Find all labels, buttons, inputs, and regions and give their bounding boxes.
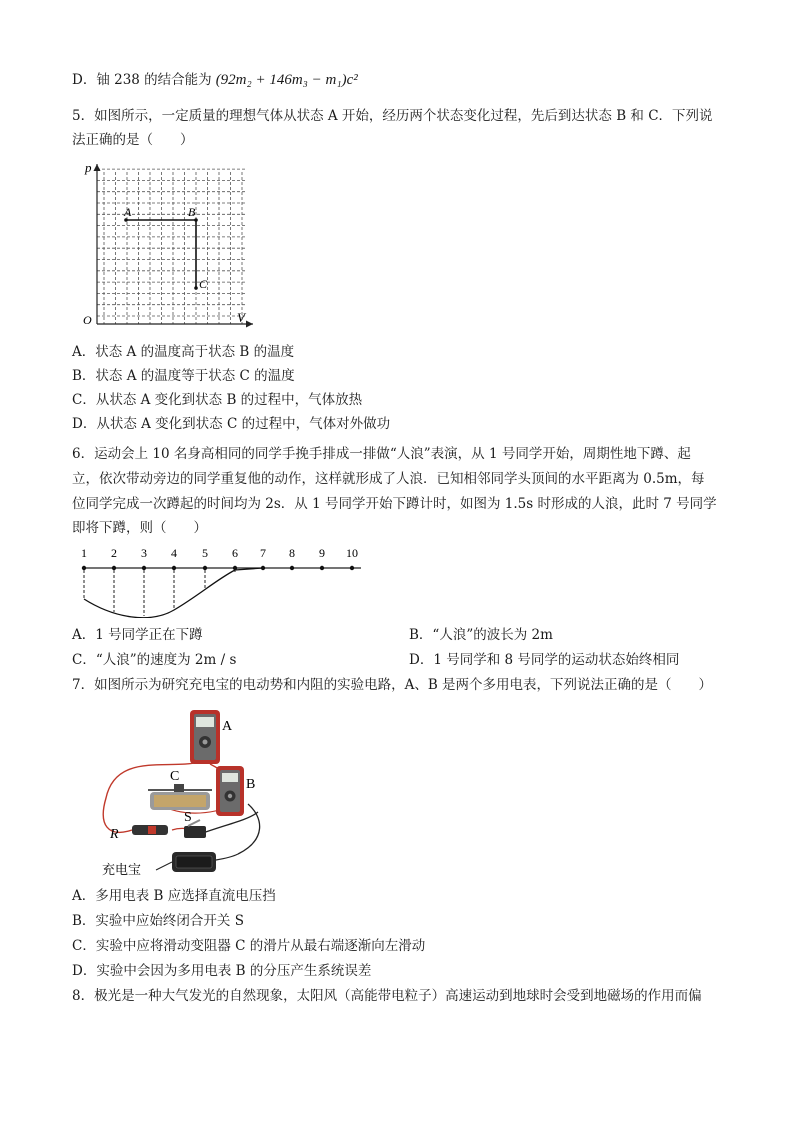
q7-label-s: S	[184, 810, 192, 825]
q6-student-label-3: 3	[141, 546, 147, 560]
q7-powerbank	[156, 852, 238, 872]
q6-student-label-6: 6	[232, 546, 238, 560]
q7-label-c: C	[170, 769, 180, 784]
q7-stem: 7．如图所示为研究充电宝的电动势和内阻的实验电路，A、B 是两个多用电表，下列说法正确的是（ ）	[72, 677, 713, 693]
q6-student-head-6	[233, 566, 237, 570]
q5-stem-line2: 法正确的是（ ）	[72, 132, 194, 148]
q5-option-d: D．从状态 A 变化到状态 C 的过程中，气体对外做功	[72, 416, 391, 432]
q6-student-label-4: 4	[171, 546, 177, 560]
q6-people	[81, 546, 358, 616]
q5-pv-diagram	[75, 158, 265, 330]
q5-option-c: C．从状态 A 变化到状态 B 的过程中，气体放热	[72, 392, 363, 408]
q6-student-head-3	[142, 566, 146, 570]
q6-student-head-5	[203, 566, 207, 570]
q6-student-label-10: 10	[346, 546, 358, 560]
q6-student-head-7	[261, 566, 265, 570]
q6-student-label-2: 2	[111, 546, 117, 560]
q7-label-r: R	[110, 827, 119, 842]
q5-label-c: C	[199, 277, 208, 291]
q6-student-head-4	[172, 566, 176, 570]
q6-student-label-9: 9	[319, 546, 325, 560]
q6-student-head-1	[82, 566, 86, 570]
q7-label-powerbank: 充电宝	[102, 863, 142, 878]
q6-stem-line4: 即将下蹲，则（ ）	[72, 520, 207, 536]
q5-option-a: A．状态 A 的温度高于状态 B 的温度	[72, 344, 295, 360]
q5-label-b: B	[188, 205, 196, 219]
q7-multimeter-a	[190, 710, 220, 764]
q5-option-b: B．状态 A 的温度等于状态 C 的温度	[72, 368, 295, 384]
q6-student-head-8	[290, 566, 294, 570]
q6-stem-line2: 立，依次带动旁边的同学重复他的动作，这样就形成了人浪．已知相邻同学头顶间的水平距离为 0.5m，每	[72, 471, 705, 487]
q7-multimeter-b	[216, 766, 244, 816]
q5-point-c-dot	[194, 286, 198, 290]
q4-option-d-formula: (92m₂ + 146m₃ − m₁)c²	[215, 72, 358, 88]
q5-label-p: p	[85, 160, 92, 175]
q6-stem-line3: 位同学完成一次蹲起的时间均为 2s．从 1 号同学开始下蹲计时，如图为 1.5s 时形成的人浪，此时 7 号同学	[72, 496, 717, 512]
q5-label-o: O	[83, 313, 92, 327]
q4-option-d	[72, 70, 358, 90]
q7-label-b: B	[246, 777, 256, 792]
q6-student-label-8: 8	[289, 546, 295, 560]
q6-option-b: B．“人浪”的波长为 2m	[409, 627, 553, 643]
q7-label-a: A	[222, 719, 233, 734]
q4-option-d-prefix: D．铀 238 的结合能为	[72, 72, 212, 88]
q6-option-d: D．1 号同学和 8 号同学的运动状态始终相同	[409, 652, 680, 668]
q6-option-c: C．“人浪”的速度为 2m / s	[72, 652, 237, 668]
q6-stem-line1: 6．运动会上 10 名身高相同的同学手挽手排成一排做“人浪”表演，从 1 号同学开始，周期性地下蹲、起	[72, 446, 691, 462]
q6-student-label-1: 1	[81, 546, 87, 560]
q5-stem-line1: 5．如图所示，一定质量的理想气体从状态 A 开始，经历两个状态变化过程，先后到达状态 B 和 C．下列说	[72, 108, 713, 124]
q7-option-b: B．实验中应始终闭合开关 S	[72, 913, 244, 929]
q5-label-v: V	[237, 310, 245, 325]
q8-stem-line1: 8．极光是一种大气发光的自然现象，太阳风（高能带电粒子）高速运动到地球时会受到地磁场的作用而偏	[72, 988, 702, 1004]
q7-option-c: C．实验中应将滑动变阻器 C 的滑片从最右端逐渐向左滑动	[72, 938, 426, 954]
q6-student-head-9	[320, 566, 324, 570]
q7-option-d: D．实验中会因为多用电表 B 的分压产生系统误差	[72, 963, 372, 979]
q7-resistor-r	[132, 825, 168, 835]
q6-student-label-5: 5	[202, 546, 208, 560]
q7-circuit-figure	[88, 700, 288, 880]
q6-wave-figure	[70, 542, 370, 618]
q5-label-a: A	[124, 205, 132, 219]
q7-option-a: A．多用电表 B 应选择直流电压挡	[72, 888, 276, 904]
q6-option-a: A．1 号同学正在下蹲	[72, 627, 203, 643]
q6-student-head-10	[350, 566, 354, 570]
q7-rheostat-c	[148, 784, 212, 810]
q6-student-head-2	[112, 566, 116, 570]
q6-student-label-7: 7	[260, 546, 266, 560]
